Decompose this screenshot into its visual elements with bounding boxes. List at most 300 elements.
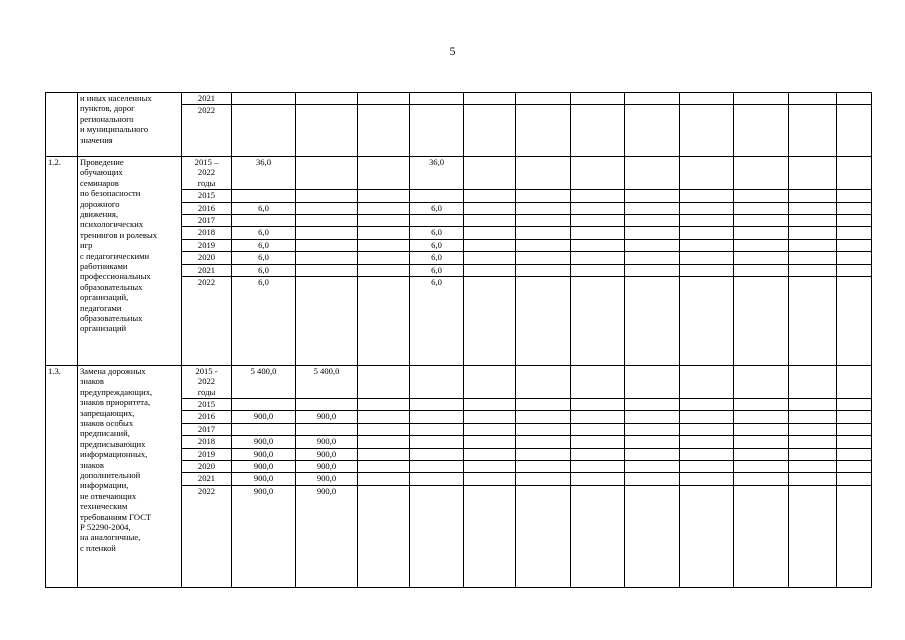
year-cell: 2018	[182, 227, 232, 239]
value-cell	[296, 93, 358, 105]
value-cell: 6,0	[410, 264, 464, 276]
description-line: и иных населенных	[80, 93, 152, 103]
year-cell: 2021	[182, 473, 232, 485]
value-cell: 900,0	[296, 448, 358, 460]
value-cell	[410, 473, 464, 485]
description-line: обучающих	[80, 167, 123, 178]
value-cell	[516, 473, 571, 485]
description-line: пунктов, дорог	[80, 103, 135, 114]
value-cell	[358, 93, 410, 105]
value-cell	[232, 399, 296, 411]
value-cell	[516, 202, 571, 214]
value-cell	[358, 214, 410, 226]
program-table	[45, 92, 872, 588]
value-cell	[837, 411, 872, 423]
value-cell	[464, 190, 516, 202]
value-cell	[789, 448, 837, 460]
value-cell	[837, 190, 872, 202]
description-line: организаций	[80, 323, 127, 334]
value-cell	[464, 448, 516, 460]
description-line: знаков	[80, 376, 104, 387]
value-cell	[789, 93, 837, 105]
value-cell	[516, 423, 571, 435]
value-cell	[232, 105, 296, 157]
value-cell	[571, 411, 625, 423]
value-cell	[625, 190, 680, 202]
value-cell	[625, 276, 680, 365]
item-number: 1.3.	[46, 365, 78, 587]
value-cell	[516, 448, 571, 460]
value-cell	[734, 264, 789, 276]
value-cell	[789, 202, 837, 214]
year-cell: 2016	[182, 202, 232, 214]
description-line: знаков особых	[80, 417, 134, 428]
value-cell	[296, 399, 358, 411]
value-cell	[837, 276, 872, 365]
value-cell	[680, 239, 734, 251]
description-line: запрещающих,	[80, 407, 135, 418]
value-cell	[837, 93, 872, 105]
item-description	[78, 365, 182, 587]
value-cell	[571, 264, 625, 276]
value-cell	[680, 436, 734, 448]
value-cell	[571, 105, 625, 157]
value-cell	[625, 202, 680, 214]
value-cell	[837, 239, 872, 251]
year-cell: 2020	[182, 252, 232, 264]
value-cell	[680, 365, 734, 398]
value-cell	[358, 252, 410, 264]
value-cell	[837, 365, 872, 398]
value-cell	[625, 239, 680, 251]
year-cell: 2017	[182, 423, 232, 435]
value-cell	[680, 227, 734, 239]
value-cell	[410, 190, 464, 202]
year-cell: 2018	[182, 436, 232, 448]
year-cell: 2022	[182, 276, 232, 365]
value-cell	[571, 461, 625, 473]
value-cell	[625, 411, 680, 423]
value-cell	[837, 105, 872, 157]
value-cell: 6,0	[410, 227, 464, 239]
value-cell	[734, 399, 789, 411]
value-cell	[837, 473, 872, 485]
value-cell	[571, 448, 625, 460]
value-cell	[296, 156, 358, 189]
value-cell	[680, 276, 734, 365]
value-cell	[789, 276, 837, 365]
value-cell	[516, 485, 571, 587]
value-cell: 900,0	[232, 411, 296, 423]
value-cell	[734, 485, 789, 587]
value-cell	[734, 448, 789, 460]
value-cell	[571, 93, 625, 105]
value-cell	[680, 190, 734, 202]
table-row	[46, 93, 872, 105]
description-line: дорожного	[80, 198, 120, 209]
value-cell	[571, 239, 625, 251]
value-cell	[571, 473, 625, 485]
value-cell	[464, 105, 516, 157]
value-cell: 900,0	[296, 436, 358, 448]
value-cell	[680, 448, 734, 460]
year-cell: 2015 - 2022 годы	[182, 365, 232, 398]
value-cell	[837, 214, 872, 226]
value-cell	[680, 156, 734, 189]
value-cell	[464, 227, 516, 239]
value-cell	[232, 93, 296, 105]
value-cell	[789, 214, 837, 226]
description-line: организаций,	[80, 292, 129, 303]
value-cell	[516, 93, 571, 105]
description-line: психологических	[80, 219, 144, 230]
item-number	[46, 93, 78, 157]
value-cell	[296, 227, 358, 239]
description-line: образовательных	[80, 281, 143, 292]
value-cell	[837, 461, 872, 473]
value-cell: 5 400,0	[296, 365, 358, 398]
value-cell	[789, 190, 837, 202]
year-cell: 2015	[182, 399, 232, 411]
value-cell	[734, 436, 789, 448]
value-cell	[734, 423, 789, 435]
value-cell	[625, 448, 680, 460]
value-cell	[296, 105, 358, 157]
value-cell	[358, 436, 410, 448]
value-cell	[625, 473, 680, 485]
value-cell	[516, 461, 571, 473]
value-cell	[789, 227, 837, 239]
value-cell	[516, 365, 571, 398]
value-cell	[571, 485, 625, 587]
description-line: работниками	[80, 261, 128, 272]
value-cell	[516, 214, 571, 226]
value-cell	[410, 105, 464, 157]
value-cell: 900,0	[296, 461, 358, 473]
value-cell	[296, 190, 358, 202]
year-cell: 2015	[182, 190, 232, 202]
value-cell	[410, 461, 464, 473]
year-cell: 2021	[182, 93, 232, 105]
value-cell	[680, 411, 734, 423]
description-line: Р 52290-2004,	[80, 522, 131, 532]
value-cell	[464, 276, 516, 365]
value-cell	[516, 227, 571, 239]
value-cell	[571, 423, 625, 435]
value-cell	[789, 473, 837, 485]
value-cell	[296, 239, 358, 251]
value-cell	[734, 365, 789, 398]
value-cell: 6,0	[232, 252, 296, 264]
value-cell: 36,0	[232, 156, 296, 189]
value-cell	[734, 239, 789, 251]
value-cell	[464, 411, 516, 423]
value-cell	[410, 399, 464, 411]
value-cell	[516, 436, 571, 448]
value-cell	[358, 399, 410, 411]
value-cell	[571, 202, 625, 214]
value-cell	[410, 411, 464, 423]
value-cell	[516, 156, 571, 189]
value-cell: 6,0	[232, 239, 296, 251]
item-description	[78, 156, 182, 365]
value-cell	[571, 276, 625, 365]
value-cell	[516, 411, 571, 423]
value-cell	[680, 264, 734, 276]
value-cell	[837, 264, 872, 276]
description-line: дополнительной	[80, 469, 141, 480]
value-cell	[410, 214, 464, 226]
value-cell	[734, 461, 789, 473]
description-line: техническим	[80, 501, 128, 512]
value-cell	[358, 365, 410, 398]
description-line: предупреждающих,	[80, 386, 153, 397]
value-cell	[296, 423, 358, 435]
value-cell	[789, 411, 837, 423]
description-line: информации,	[80, 480, 129, 491]
value-cell	[571, 227, 625, 239]
year-cell: 2022	[182, 105, 232, 157]
value-cell	[571, 399, 625, 411]
value-cell	[358, 264, 410, 276]
value-cell	[837, 485, 872, 587]
value-cell	[358, 202, 410, 214]
table-row	[46, 156, 872, 189]
value-cell	[625, 252, 680, 264]
value-cell	[837, 252, 872, 264]
value-cell	[680, 473, 734, 485]
value-cell	[680, 399, 734, 411]
value-cell	[837, 202, 872, 214]
value-cell	[358, 485, 410, 587]
page-number: 5	[449, 44, 456, 58]
value-cell	[464, 239, 516, 251]
description-line: тренингов и ролевых	[80, 229, 158, 240]
value-cell	[734, 190, 789, 202]
value-cell: 6,0	[410, 239, 464, 251]
description-line: с педагогическими	[80, 250, 150, 261]
description-line: педагогами	[80, 302, 122, 313]
value-cell: 6,0	[232, 276, 296, 365]
value-cell: 900,0	[296, 485, 358, 587]
value-cell	[464, 264, 516, 276]
value-cell	[296, 252, 358, 264]
description-line: по безопасности	[80, 188, 141, 199]
description-line: профессиональных	[80, 271, 151, 282]
value-cell	[625, 264, 680, 276]
value-cell: 6,0	[410, 276, 464, 365]
value-cell	[296, 276, 358, 365]
description-line: информационных,	[80, 449, 148, 460]
table-row	[46, 365, 872, 398]
value-cell	[296, 202, 358, 214]
value-cell: 900,0	[232, 436, 296, 448]
year-cell: 2019	[182, 239, 232, 251]
value-cell	[680, 461, 734, 473]
value-cell	[625, 365, 680, 398]
value-cell	[358, 190, 410, 202]
value-cell	[516, 264, 571, 276]
value-cell	[358, 423, 410, 435]
value-cell	[625, 399, 680, 411]
year-cell: 2021	[182, 264, 232, 276]
value-cell	[464, 485, 516, 587]
value-cell	[734, 156, 789, 189]
value-cell	[680, 252, 734, 264]
description-line: предписывающих	[80, 438, 146, 449]
value-cell	[789, 423, 837, 435]
value-cell	[625, 436, 680, 448]
value-cell	[571, 214, 625, 226]
value-cell	[789, 239, 837, 251]
value-cell	[625, 105, 680, 157]
value-cell	[232, 214, 296, 226]
value-cell	[516, 276, 571, 365]
value-cell	[734, 214, 789, 226]
value-cell	[789, 264, 837, 276]
value-cell: 6,0	[232, 264, 296, 276]
value-cell	[464, 399, 516, 411]
value-cell	[789, 461, 837, 473]
description-line: предписаний,	[80, 428, 130, 439]
value-cell	[464, 461, 516, 473]
description-line: с пленкой	[80, 542, 116, 553]
value-cell	[516, 399, 571, 411]
value-cell	[410, 485, 464, 587]
value-cell: 36,0	[410, 156, 464, 189]
value-cell	[358, 239, 410, 251]
value-cell	[516, 252, 571, 264]
value-cell: 900,0	[232, 485, 296, 587]
value-cell	[358, 156, 410, 189]
value-cell	[464, 202, 516, 214]
value-cell	[358, 473, 410, 485]
description-line: Проведение	[80, 156, 124, 167]
value-cell	[680, 105, 734, 157]
value-cell	[625, 93, 680, 105]
year-cell: 2022	[182, 485, 232, 587]
value-cell	[789, 399, 837, 411]
value-cell	[625, 485, 680, 587]
description-line: семинаров	[80, 177, 119, 188]
value-cell: 900,0	[296, 411, 358, 423]
description-line: знаков приоритета,	[80, 397, 151, 408]
value-cell: 6,0	[232, 202, 296, 214]
value-cell	[410, 448, 464, 460]
value-cell	[625, 227, 680, 239]
value-cell	[789, 365, 837, 398]
value-cell	[734, 252, 789, 264]
value-cell	[296, 214, 358, 226]
year-cell: 2020	[182, 461, 232, 473]
value-cell	[464, 156, 516, 189]
value-cell	[571, 252, 625, 264]
description-line: и муниципального	[80, 124, 149, 135]
value-cell	[571, 436, 625, 448]
value-cell: 900,0	[232, 448, 296, 460]
year-cell: 2016	[182, 411, 232, 423]
value-cell	[232, 423, 296, 435]
value-cell	[410, 436, 464, 448]
description-line: регионального	[80, 113, 134, 124]
value-cell	[464, 436, 516, 448]
year-cell: 2017	[182, 214, 232, 226]
value-cell	[734, 411, 789, 423]
value-cell	[464, 365, 516, 398]
value-cell	[358, 461, 410, 473]
value-cell	[837, 156, 872, 189]
value-cell	[789, 156, 837, 189]
value-cell: 5 400,0	[232, 365, 296, 398]
item-number: 1.2.	[46, 156, 78, 365]
value-cell: 6,0	[410, 252, 464, 264]
value-cell	[464, 473, 516, 485]
description-line: знаков	[80, 459, 104, 470]
value-cell	[680, 485, 734, 587]
description-line: игр	[80, 240, 93, 251]
value-cell	[680, 93, 734, 105]
description-line: образовательных	[80, 313, 143, 324]
value-cell	[464, 93, 516, 105]
value-cell	[625, 156, 680, 189]
description-line: Замена дорожных	[80, 365, 146, 376]
description-line: движения,	[80, 209, 118, 220]
value-cell	[789, 485, 837, 587]
value-cell	[625, 461, 680, 473]
value-cell	[410, 93, 464, 105]
value-cell	[516, 105, 571, 157]
value-cell	[680, 214, 734, 226]
value-cell	[837, 227, 872, 239]
value-cell	[837, 399, 872, 411]
value-cell: 900,0	[232, 461, 296, 473]
value-cell	[410, 423, 464, 435]
value-cell	[734, 276, 789, 365]
value-cell	[358, 105, 410, 157]
value-cell: 900,0	[296, 473, 358, 485]
value-cell	[296, 264, 358, 276]
value-cell	[680, 202, 734, 214]
description-line: на аналогичные,	[80, 532, 141, 543]
value-cell	[232, 190, 296, 202]
value-cell	[625, 423, 680, 435]
value-cell	[358, 276, 410, 365]
value-cell	[734, 227, 789, 239]
value-cell: 6,0	[232, 227, 296, 239]
value-cell: 6,0	[410, 202, 464, 214]
value-cell	[625, 214, 680, 226]
value-cell	[837, 423, 872, 435]
value-cell	[789, 252, 837, 264]
value-cell	[358, 227, 410, 239]
value-cell	[410, 365, 464, 398]
value-cell	[571, 365, 625, 398]
value-cell	[734, 93, 789, 105]
value-cell	[464, 252, 516, 264]
value-cell	[734, 473, 789, 485]
value-cell	[358, 448, 410, 460]
description-line: требованиям ГОСТ	[80, 511, 152, 522]
value-cell	[680, 423, 734, 435]
value-cell	[837, 436, 872, 448]
value-cell	[358, 411, 410, 423]
value-cell	[734, 105, 789, 157]
value-cell	[464, 214, 516, 226]
value-cell	[571, 156, 625, 189]
value-cell	[789, 436, 837, 448]
item-description	[78, 93, 182, 157]
value-cell	[789, 105, 837, 157]
